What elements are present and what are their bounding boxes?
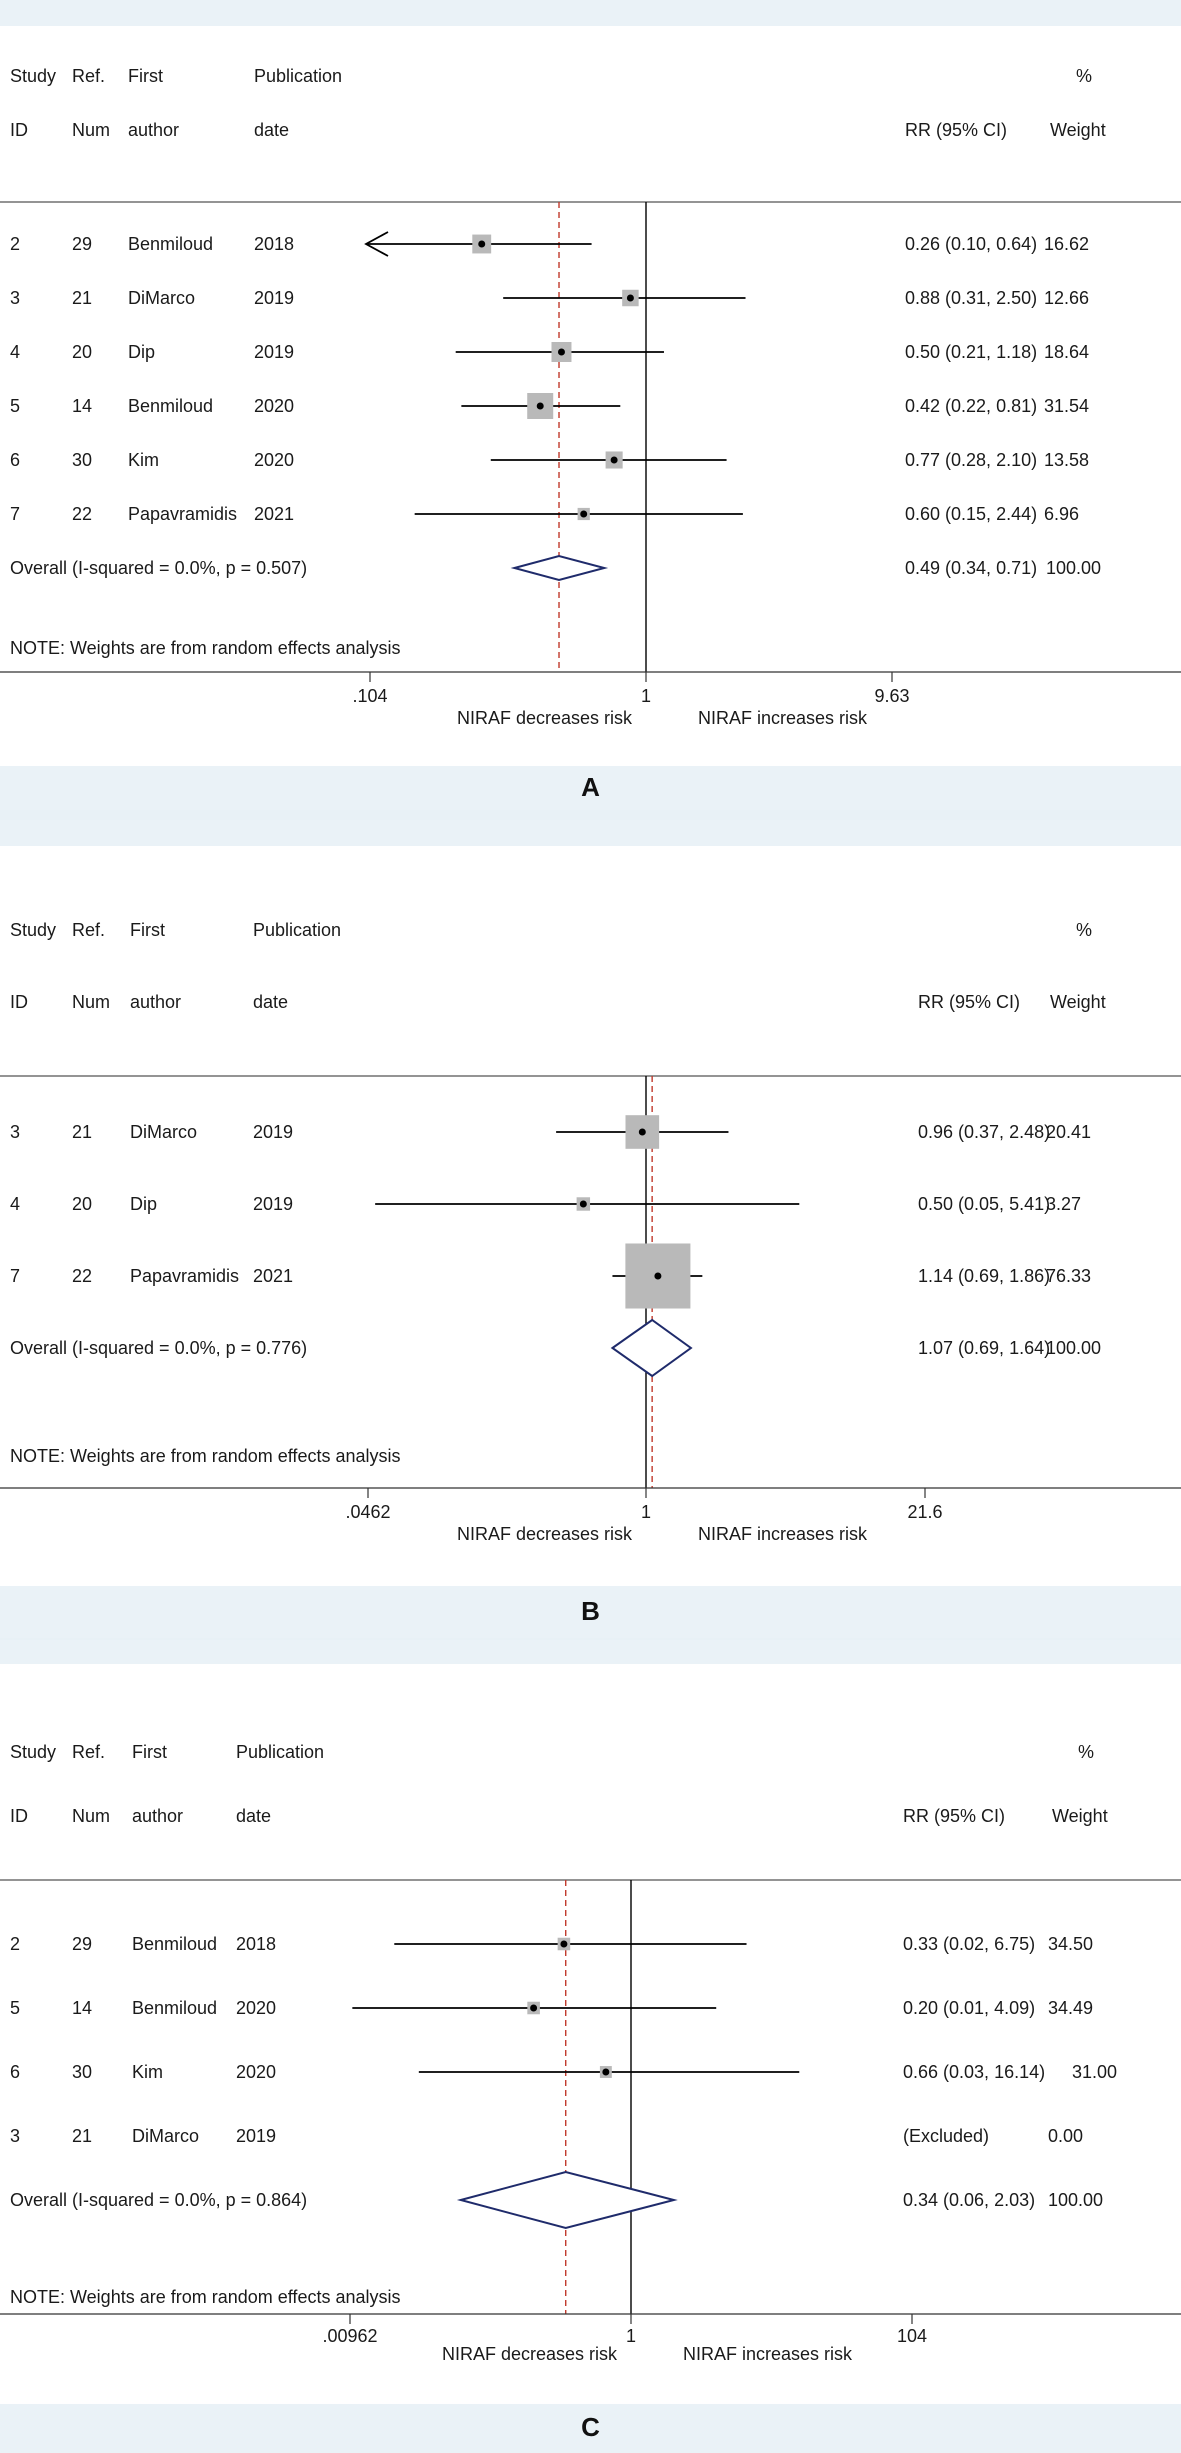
header-publication: Publication — [254, 66, 343, 86]
header-num: Num — [72, 1806, 111, 1826]
row-ref-num: 22 — [72, 504, 93, 524]
row-rr-ci: 0.66 (0.03, 16.14) — [903, 2062, 1046, 2082]
header-date: date — [254, 120, 290, 140]
row-date: 2019 — [254, 342, 295, 362]
point-estimate — [530, 2005, 537, 2012]
row-study-id: 2 — [10, 234, 21, 254]
row-study-id: 7 — [10, 1266, 21, 1286]
row-author: DiMarco — [130, 1122, 198, 1142]
row-ref-num: 21 — [72, 288, 93, 308]
point-estimate — [602, 2069, 609, 2076]
overall-diamond — [612, 1320, 690, 1376]
row-rr-ci: 0.50 (0.05, 5.41) — [918, 1194, 1051, 1214]
row-ref-num: 30 — [72, 2062, 93, 2082]
header-author: author — [132, 1806, 184, 1826]
panel-c — [0, 1640, 1181, 2453]
row-rr-ci: (Excluded) — [903, 2126, 990, 2146]
header-first: First — [130, 920, 165, 940]
row-study-id: 5 — [10, 396, 21, 416]
row-weight: 13.58 — [1044, 450, 1090, 470]
header-rr-ci: RR (95% CI) — [905, 120, 1008, 140]
row-weight: 34.50 — [1048, 1934, 1094, 1954]
row-date: 2019 — [236, 2126, 277, 2146]
header-author: author — [128, 120, 180, 140]
row-ref-num: 14 — [72, 396, 93, 416]
header-ref: Ref. — [72, 920, 106, 940]
header-first: First — [128, 66, 163, 86]
panel-a-plot-area — [0, 26, 1181, 766]
x-tick-label: 1 — [640, 1502, 652, 1522]
overall-weight: 100.00 — [1046, 558, 1102, 578]
forest-plot-a — [0, 26, 1181, 766]
point-estimate — [558, 349, 565, 356]
overall-label: Overall (I-squared = 0.0%, p = 0.776) — [10, 1338, 308, 1358]
point-estimate — [627, 295, 634, 302]
row-study-id: 4 — [10, 342, 21, 362]
header-id: ID — [10, 120, 28, 140]
row-rr-ci: 0.77 (0.28, 2.10) — [905, 450, 1038, 470]
row-weight: 31.54 — [1044, 396, 1090, 416]
row-rr-ci: 0.33 (0.02, 6.75) — [903, 1934, 1036, 1954]
overall-label: Overall (I-squared = 0.0%, p = 0.507) — [10, 558, 308, 578]
header-study: Study — [10, 1742, 57, 1762]
header-id: ID — [10, 992, 28, 1012]
panel-a-label: A — [581, 772, 600, 802]
overall-diamond — [514, 556, 604, 580]
overall-diamond — [461, 2172, 674, 2228]
row-date: 2019 — [253, 1122, 294, 1142]
panel-b — [0, 820, 1181, 1638]
row-date: 2019 — [254, 288, 295, 308]
point-estimate — [537, 403, 544, 410]
x-label-increases: NIRAF increases risk — [683, 2344, 853, 2364]
x-label-decreases: NIRAF decreases risk — [456, 1524, 632, 1544]
row-weight: 34.49 — [1048, 1998, 1094, 2018]
header-first: First — [132, 1742, 167, 1762]
panel-b-plot-area — [0, 846, 1181, 1586]
row-study-id: 3 — [10, 288, 21, 308]
x-label-decreases: NIRAF decreases risk — [441, 2344, 617, 2364]
header-percent: % — [1078, 1742, 1095, 1762]
header-weight: Weight — [1050, 120, 1106, 140]
overall-weight: 100.00 — [1048, 2190, 1104, 2210]
header-percent: % — [1076, 920, 1093, 940]
panel-b-label: B — [581, 1596, 600, 1626]
x-tick-label: 1 — [640, 686, 652, 706]
point-estimate — [580, 1201, 587, 1208]
row-study-id: 2 — [10, 1934, 21, 1954]
row-ref-num: 20 — [72, 342, 93, 362]
row-author: Papavramidis — [128, 504, 238, 524]
overall-label: Overall (I-squared = 0.0%, p = 0.864) — [10, 2190, 308, 2210]
row-study-id: 3 — [10, 2126, 21, 2146]
header-weight: Weight — [1052, 1806, 1108, 1826]
row-date: 2020 — [236, 1998, 277, 2018]
point-estimate — [478, 241, 485, 248]
panel-c-label: C — [581, 2412, 600, 2442]
row-study-id: 6 — [10, 2062, 21, 2082]
header-study: Study — [10, 66, 57, 86]
point-estimate — [611, 457, 618, 464]
row-author: DiMarco — [132, 2126, 200, 2146]
weights-note: NOTE: Weights are from random effects analysis — [10, 2287, 401, 2307]
row-weight: 0.00 — [1048, 2126, 1084, 2146]
row-author: Benmiloud — [132, 1998, 218, 2018]
row-author: Papavramidis — [130, 1266, 240, 1286]
row-ref-num: 30 — [72, 450, 93, 470]
row-date: 2020 — [254, 450, 295, 470]
x-label-increases: NIRAF increases risk — [698, 1524, 868, 1544]
row-rr-ci: 0.42 (0.22, 0.81) — [905, 396, 1038, 416]
row-ref-num: 20 — [72, 1194, 93, 1214]
x-label-decreases: NIRAF decreases risk — [456, 708, 632, 728]
overall-weight: 100.00 — [1046, 1338, 1102, 1358]
row-author: Kim — [132, 2062, 163, 2082]
row-rr-ci: 0.20 (0.01, 4.09) — [903, 1998, 1036, 2018]
row-author: Kim — [128, 450, 159, 470]
header-date: date — [236, 1806, 272, 1826]
row-study-id: 4 — [10, 1194, 21, 1214]
row-study-id: 3 — [10, 1122, 21, 1142]
row-study-id: 7 — [10, 504, 21, 524]
x-label-increases: NIRAF increases risk — [698, 708, 868, 728]
row-rr-ci: 0.60 (0.15, 2.44) — [905, 504, 1038, 524]
header-date: date — [253, 992, 289, 1012]
row-date: 2018 — [254, 234, 295, 254]
header-ref: Ref. — [72, 66, 106, 86]
header-study: Study — [10, 920, 57, 940]
header-ref: Ref. — [72, 1742, 106, 1762]
weights-note: NOTE: Weights are from random effects analysis — [10, 1446, 401, 1466]
row-weight: 20.41 — [1046, 1122, 1092, 1142]
panel-a — [0, 0, 1181, 810]
row-rr-ci: 1.14 (0.69, 1.86) — [918, 1266, 1051, 1286]
row-date: 2019 — [253, 1194, 294, 1214]
header-publication: Publication — [236, 1742, 325, 1762]
row-study-id: 5 — [10, 1998, 21, 2018]
row-date: 2020 — [254, 396, 295, 416]
row-weight: 16.62 — [1044, 234, 1090, 254]
point-estimate — [580, 511, 587, 518]
x-tick-label: 21.6 — [907, 1502, 943, 1522]
row-weight: 12.66 — [1044, 288, 1090, 308]
overall-rr-ci: 1.07 (0.69, 1.64) — [918, 1338, 1051, 1358]
row-study-id: 6 — [10, 450, 21, 470]
row-ref-num: 29 — [72, 234, 93, 254]
point-estimate — [560, 1941, 567, 1948]
row-weight: 76.33 — [1046, 1266, 1092, 1286]
row-author: Benmiloud — [128, 396, 214, 416]
row-ref-num: 21 — [72, 1122, 93, 1142]
row-rr-ci: 0.50 (0.21, 1.18) — [905, 342, 1038, 362]
weights-note: NOTE: Weights are from random effects analysis — [10, 638, 401, 658]
x-tick-label: .104 — [352, 686, 388, 706]
x-tick-label: .00962 — [322, 2326, 378, 2346]
x-tick-label: .0462 — [345, 1502, 391, 1522]
forest-plot-b — [0, 846, 1181, 1586]
header-publication: Publication — [253, 920, 342, 940]
row-ref-num: 22 — [72, 1266, 93, 1286]
row-author: Dip — [130, 1194, 158, 1214]
header-id: ID — [10, 1806, 28, 1826]
header-num: Num — [72, 992, 111, 1012]
row-rr-ci: 0.88 (0.31, 2.50) — [905, 288, 1038, 308]
row-date: 2021 — [253, 1266, 294, 1286]
overall-rr-ci: 0.34 (0.06, 2.03) — [903, 2190, 1036, 2210]
header-num: Num — [72, 120, 111, 140]
row-date: 2020 — [236, 2062, 277, 2082]
x-tick-label: 1 — [625, 2326, 637, 2346]
row-ref-num: 21 — [72, 2126, 93, 2146]
header-author: author — [130, 992, 182, 1012]
row-author: Benmiloud — [132, 1934, 218, 1954]
row-author: Dip — [128, 342, 156, 362]
header-rr-ci: RR (95% CI) — [903, 1806, 1006, 1826]
row-rr-ci: 0.26 (0.10, 0.64) — [905, 234, 1038, 254]
forest-plot-c — [0, 1664, 1181, 2404]
x-tick-label: 9.63 — [874, 686, 910, 706]
point-estimate — [654, 1273, 661, 1280]
row-author: DiMarco — [128, 288, 196, 308]
panel-c-plot-area — [0, 1664, 1181, 2404]
row-ref-num: 14 — [72, 1998, 93, 2018]
row-date: 2018 — [236, 1934, 277, 1954]
row-author: Benmiloud — [128, 234, 214, 254]
header-percent: % — [1076, 66, 1093, 86]
header-weight: Weight — [1050, 992, 1106, 1012]
row-ref-num: 29 — [72, 1934, 93, 1954]
row-weight: 3.27 — [1046, 1194, 1082, 1214]
header-rr-ci: RR (95% CI) — [918, 992, 1021, 1012]
point-estimate — [639, 1129, 646, 1136]
row-weight: 18.64 — [1044, 342, 1090, 362]
row-rr-ci: 0.96 (0.37, 2.48) — [918, 1122, 1051, 1142]
row-weight: 6.96 — [1044, 504, 1080, 524]
row-date: 2021 — [254, 504, 295, 524]
overall-rr-ci: 0.49 (0.34, 0.71) — [905, 558, 1038, 578]
x-tick-label: 104 — [896, 2326, 928, 2346]
row-weight: 31.00 — [1072, 2062, 1118, 2082]
